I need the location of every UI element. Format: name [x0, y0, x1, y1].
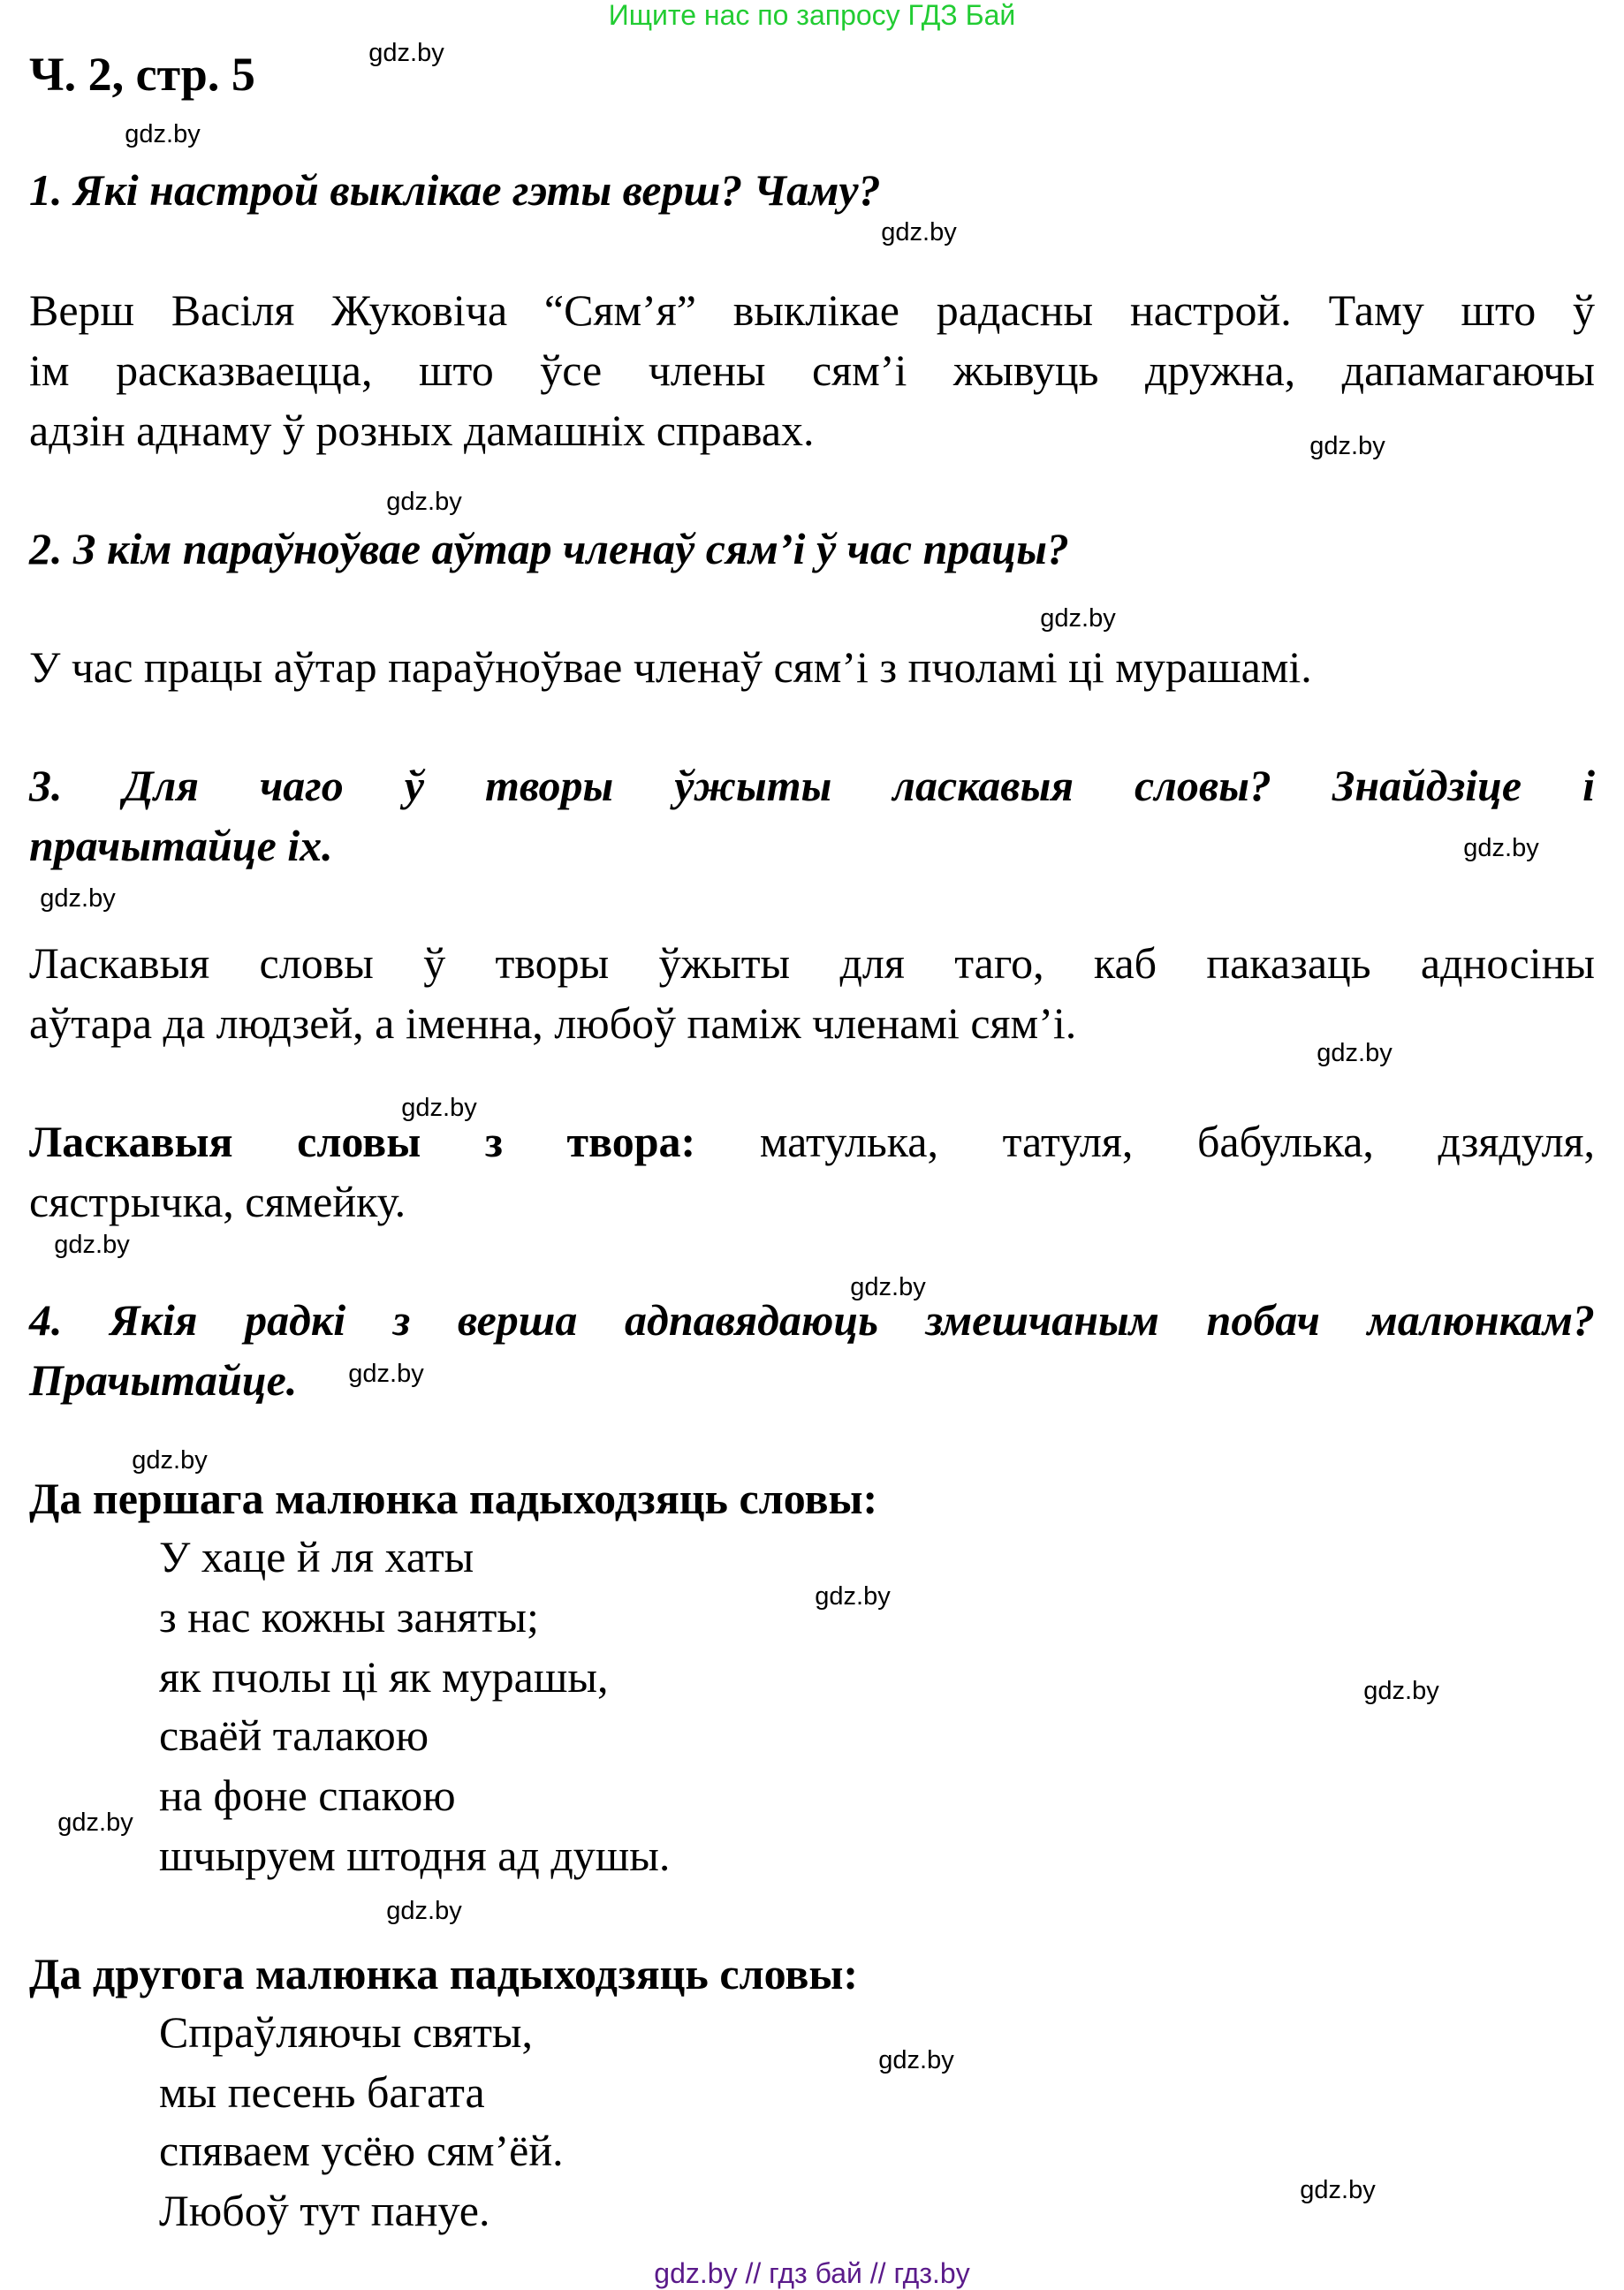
poem-line: сваёй талакою: [159, 1710, 429, 1760]
watermark: gdz.by: [1300, 2176, 1376, 2204]
poem-line: як пчолы ці як мурашы,: [159, 1652, 609, 1702]
page-title: Ч. 2, стр. 5: [29, 48, 255, 101]
watermark: gdz.by: [1363, 1677, 1439, 1705]
watermark: gdz.by: [348, 1360, 424, 1388]
answer-2: У час працы аўтар параўноўвае членаў сям’і з пчоламі ці мурашамі.: [29, 642, 1312, 692]
words-label: Ласкавыя словы з твора:: [29, 1117, 696, 1166]
watermark: gdz.by: [815, 1582, 891, 1611]
poem-line: спяваем усёю сям’ёй.: [159, 2126, 564, 2175]
answer-3-line: Ласкавыя словы ў творы ўжыты для таго, каб паказаць адносіны: [29, 938, 1595, 988]
poem-line: на фоне спакою: [159, 1771, 456, 1820]
question-3-line: прачытайце іх.: [29, 821, 333, 870]
watermark: gdz.by: [881, 218, 957, 246]
watermark: gdz.by: [368, 39, 444, 67]
poem-line: Любоў тут пануе.: [159, 2186, 490, 2235]
watermark: gdz.by: [386, 488, 462, 516]
question-4-line: 4. Якія радкі з верша адпавядаюць змешчаным побач малюнкам?: [29, 1295, 1595, 1345]
picture-1-label: Да першага малюнка падыходзяць словы:: [29, 1474, 878, 1523]
poem-line: шчыруем штодня ад душы.: [159, 1831, 671, 1880]
watermark: gdz.by: [1040, 604, 1116, 633]
poem-line: з нас кожны заняты;: [159, 1592, 539, 1642]
watermark: gdz.by: [1463, 834, 1539, 862]
watermark: gdz.by: [850, 1273, 926, 1301]
question-1: 1. Які настрой выклікае гэты верш? Чаму?: [29, 165, 881, 215]
footer-links[interactable]: gdz.by // гдз бай // гдз.by: [654, 2257, 970, 2289]
watermark: gdz.by: [386, 1897, 462, 1925]
question-2: 2. З кім параўноўвае аўтар членаў сям’і ў час працы?: [29, 524, 1069, 573]
watermark: gdz.by: [40, 884, 116, 913]
poem-line: мы песень багата: [159, 2067, 485, 2117]
watermark: gdz.by: [54, 1231, 130, 1259]
watermark: gdz.by: [132, 1446, 208, 1475]
answer-1-line: Верш Васіля Жуковіча “Сям’я” выклікае радасны настрой. Таму што ў: [29, 285, 1595, 335]
picture-2-label: Да другога малюнка падыходзяць словы:: [29, 1949, 859, 1998]
answer-1-line: адзін аднаму ў розных дамашніх справах.: [29, 406, 815, 455]
poem-line: У хаце й ля хаты: [159, 1532, 474, 1581]
watermark: gdz.by: [401, 1094, 477, 1122]
poem-line: Спраўляючы святы,: [159, 2007, 534, 2057]
question-3-line: 3. Для чаго ў творы ўжыты ласкавыя словы? Знайдзіце і: [29, 761, 1595, 810]
words-list: матулька, татуля, бабулька, дзядуля,: [759, 1117, 1596, 1166]
answer-3-line: аўтара да людзей, а іменна, любоў паміж членамі сям’і.: [29, 998, 1077, 1048]
question-4-line: Прачытайце.: [29, 1355, 298, 1405]
watermark: gdz.by: [1309, 432, 1385, 460]
watermark: gdz.by: [1317, 1039, 1393, 1067]
watermark: gdz.by: [57, 1808, 133, 1837]
search-banner[interactable]: Ищите нас по запросу ГДЗ Бай: [608, 0, 1016, 31]
answer-1-line: ім расказваецца, што ўсе члены сям’і жывуць дружна, дапамагаючы: [29, 345, 1595, 395]
watermark: gdz.by: [878, 2046, 954, 2074]
words-line: сястрычка, сямейку.: [29, 1177, 406, 1226]
words-line: [29, 1111, 1595, 1172]
watermark: gdz.by: [125, 120, 201, 148]
